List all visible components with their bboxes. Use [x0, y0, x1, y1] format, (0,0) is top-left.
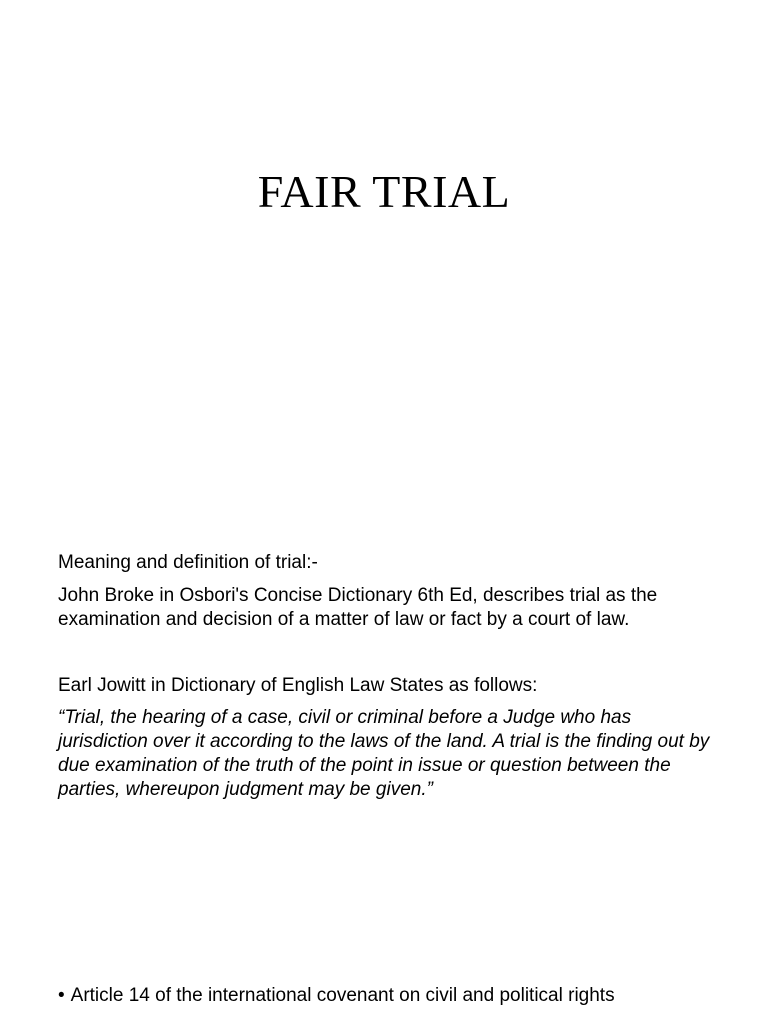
- bullet-item-text: Article 14 of the international covenant on civil and political rights: [70, 985, 615, 1006]
- section-heading: Meaning and definition of trial:-: [58, 552, 318, 573]
- definition-paragraph: John Broke in Osbori's Concise Dictionary 6th Ed, describes trial as the examination and decision of a matter of law or fact by a court of law.: [58, 585, 658, 630]
- bullet-list-item: [58, 984, 718, 1008]
- page-title: FAIR TRIAL: [257, 166, 511, 217]
- jowitt-intro: Earl Jowitt in Dictionary of English Law States as follows:: [58, 675, 538, 696]
- bullet-icon: •: [58, 985, 65, 1006]
- jowitt-quote: “Trial, the hearing of a case, civil or criminal before a Judge who has jurisdiction over it according to the laws of the land. A trial is the finding out by due examination of the truth of the point in issue or question between the parties, whereupon judgment may be given.”: [58, 707, 710, 800]
